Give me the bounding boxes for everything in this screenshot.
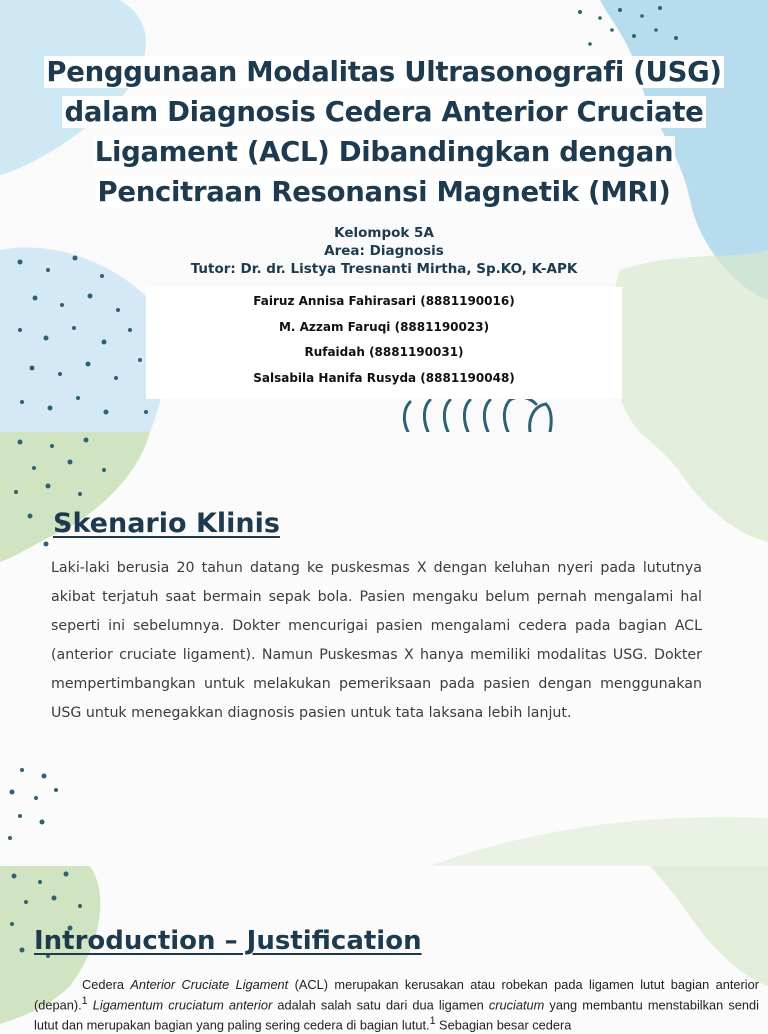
intro-text-run: adalah salah satu dari dua ligamen [272,997,489,1013]
green-wash-top-right [640,432,768,542]
group-label: Kelompok 5A [334,225,434,241]
wash-bottom-right [430,817,768,866]
citation-ref: 1 [429,1015,436,1028]
member-item: Salsabila Hanifa Rusyda (8881190048) [253,370,515,385]
member-item: Fairuz Annisa Fahirasari (8881190016) [253,294,515,308]
scenario-page [0,432,768,866]
title-line-3: Ligament (ACL) Dibandingkan dengan [94,136,674,168]
intro-term: cruciatum [488,997,545,1013]
green-wash-right [650,866,768,986]
intro-text-run: Cedera [82,977,131,992]
member-item: Rufaidah (8881190031) [304,345,464,359]
section-heading: Introduction – Justification [34,926,422,956]
intro-term: Anterior Cruciate Ligament [130,977,289,992]
intro-text-run: Sebagian besar cedera [435,1017,572,1033]
citation-ref: 1 [81,995,88,1007]
introduction-text [34,976,759,1034]
title-line-1: Penggunaan Modalitas Ultrasonografi (USG) [46,56,722,88]
introduction-page [0,866,768,1033]
scenario-text: Laki-laki berusia 20 tahun datang ke puskesmas X dengan keluhan nyeri pada lututnya akibat terjatuh saat bermain sepak bola. Pasien mengaku belum pernah mengalami hal seperti ini sebelumnya. Dokter mencurigai pasien mengalami cedera pada bagian ACL (anterior cruciate ligament). Namun Puskesmas X hanya memiliki modalitas USG. Dokter mempertimbangkan untuk melakukan pemeriksaan pada pasien dengan menggunakan USG untuk menegakkan diagnosis pasien untuk tata laksana lebih lanjut. [51,560,702,721]
title-line-4: Pencitraan Resonansi Magnetik (MRI) [97,176,671,208]
area-label: Area: Diagnosis [324,243,444,259]
member-item: M. Azzam Faruqi (8881190023) [278,319,490,334]
member-list [146,287,622,399]
intro-text-run: yang membantu menstabilkan sendi lutut dan merupakan bagian yang paling sering cedera di bagian lutut. [34,997,759,1033]
green-wash-top-left [0,432,150,562]
title-line-2: dalam Diagnosis Cedera Anterior Cruciate [64,96,704,128]
cover-title [30,52,738,212]
intro-text-run: (ACL) merupakan kerusakan atau robekan pada ligamen lutut bagian anterior (depan). [34,977,759,1013]
section-heading: Skenario Klinis [53,508,280,539]
dot-pattern-bottom-left [8,768,58,840]
tutor-label: Tutor: Dr. dr. Listya Tresnanti Mirtha, Sp.KO, K-APK [190,261,578,277]
intro-term: Ligamentum cruciatum anterior [92,997,273,1013]
cover-meta [0,224,768,278]
cover-page [0,0,768,432]
wave-strokes [404,397,551,432]
